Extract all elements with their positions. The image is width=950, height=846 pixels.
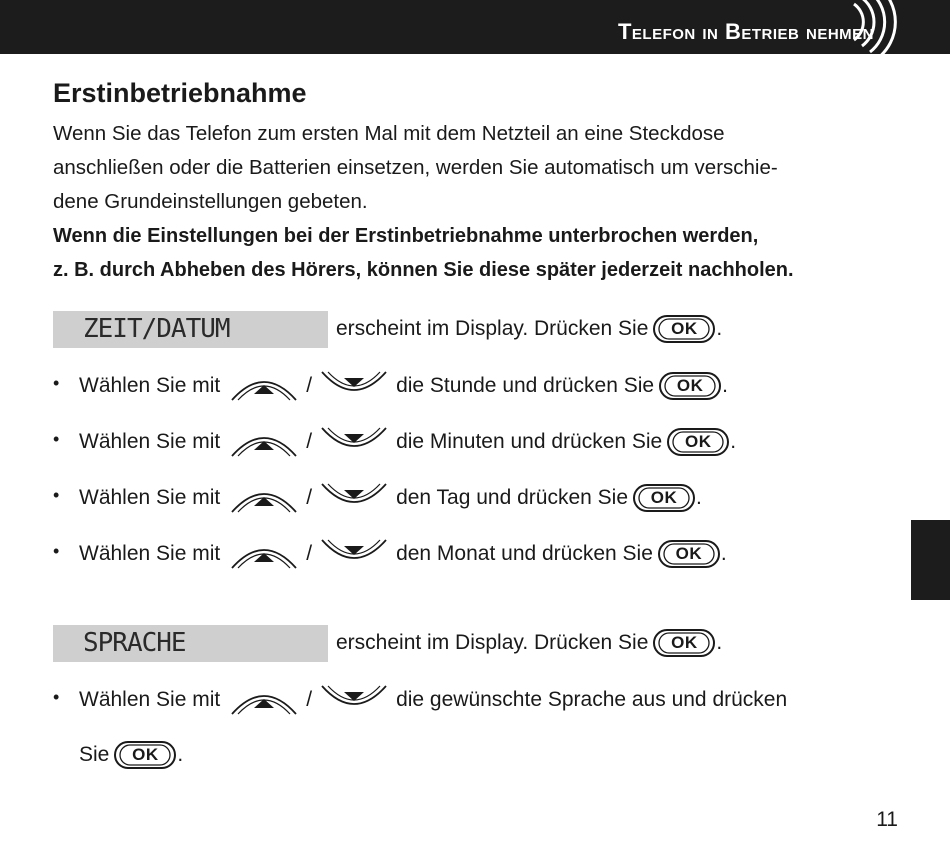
list-item [79, 684, 787, 716]
period: . [716, 317, 723, 340]
header-bar [0, 0, 950, 54]
display-sprache: SPRACHE [53, 625, 328, 662]
intro-line: anschließen oder die Batterien einsetzen, werden Sie automatisch um verschie- [53, 156, 778, 179]
step-prefix: Wählen Sie mit [79, 430, 221, 453]
ok-key-icon [113, 740, 177, 770]
bullet: • [53, 373, 60, 393]
bullet: • [53, 485, 60, 505]
period: . [722, 374, 728, 397]
prompt-text: erscheint im Display. Drücken Sie [336, 631, 649, 654]
down-arrow-key-icon [320, 370, 388, 402]
display-prompt-line [336, 314, 722, 344]
intro-text [53, 117, 913, 287]
separator: / [306, 486, 313, 509]
display-prompt-line [336, 628, 722, 658]
ok-key-label: OK [650, 488, 678, 507]
down-arrow-key-icon [320, 538, 388, 570]
period: . [716, 631, 723, 654]
step-suffix: die Stunde und drücken Sie [396, 374, 655, 397]
intro-line: dene Grundeinstellungen gebeten. [53, 190, 368, 213]
ok-key-label: OK [675, 544, 703, 563]
bullet: • [53, 429, 60, 449]
list-item [79, 426, 736, 458]
up-arrow-key-icon [230, 684, 298, 716]
ok-key-icon [632, 483, 696, 513]
bullet: • [53, 541, 60, 561]
step-suffix: den Monat und drücken Sie [396, 542, 653, 565]
ok-key-label: OK [671, 319, 698, 338]
step-suffix: die Minuten und drücken Sie [396, 430, 663, 453]
step-prefix: Wählen Sie mit [79, 688, 221, 711]
note-line: Wenn die Einstellungen bei der Erstinbetriebnahme unterbrochen werden, [53, 225, 759, 247]
step-prefix: Wählen Sie mit [79, 374, 221, 397]
page-number: 11 [876, 808, 898, 831]
ok-key-icon [652, 314, 716, 344]
ok-key-label: OK [671, 633, 698, 652]
ok-key-label: OK [684, 432, 712, 451]
period: . [177, 743, 184, 766]
step-suffix: die gewünschte Sprache aus und drücken [396, 688, 788, 711]
display-zeit-datum: ZEIT/DATUM [53, 311, 328, 348]
ok-key-icon [666, 427, 730, 457]
period: . [696, 486, 702, 509]
ok-key-icon [657, 539, 721, 569]
list-item-continuation [79, 740, 183, 770]
period: . [720, 542, 727, 565]
signal-arcs-logo-icon [834, 0, 904, 54]
ok-key-label: OK [132, 745, 159, 764]
step-prefix: Wählen Sie mit [79, 542, 221, 565]
up-arrow-key-icon [230, 370, 298, 402]
bullet: • [53, 687, 60, 707]
ok-key-label: OK [676, 376, 704, 395]
ok-key-icon [652, 628, 716, 658]
up-arrow-key-icon [230, 538, 298, 570]
step-suffix: den Tag und drücken Sie [396, 486, 629, 509]
ok-key-icon [658, 371, 722, 401]
prompt-text: erscheint im Display. Drücken Sie [336, 317, 649, 340]
separator: / [306, 430, 313, 453]
separator: / [306, 542, 313, 565]
down-arrow-key-icon [320, 684, 388, 716]
section-tab-marker [911, 520, 950, 600]
down-arrow-key-icon [320, 482, 388, 514]
list-item [79, 538, 727, 570]
separator: / [306, 374, 313, 397]
step-prefix: Wählen Sie mit [79, 486, 221, 509]
header-title: Telefon in Betrieb nehmen [617, 19, 874, 44]
up-arrow-key-icon [230, 426, 298, 458]
list-item [79, 370, 728, 402]
note-line: z. B. durch Abheben des Hörers, können Sie diese später jederzeit nachholen. [53, 259, 794, 281]
up-arrow-key-icon [230, 482, 298, 514]
step-line2: Sie [79, 743, 110, 766]
page-title: Erstinbetriebnahme [53, 78, 307, 108]
down-arrow-key-icon [320, 426, 388, 458]
list-item [79, 482, 702, 514]
separator: / [306, 688, 313, 711]
intro-line: Wenn Sie das Telefon zum ersten Mal mit dem Netzteil an eine Steckdose [53, 122, 725, 145]
period: . [730, 430, 737, 453]
